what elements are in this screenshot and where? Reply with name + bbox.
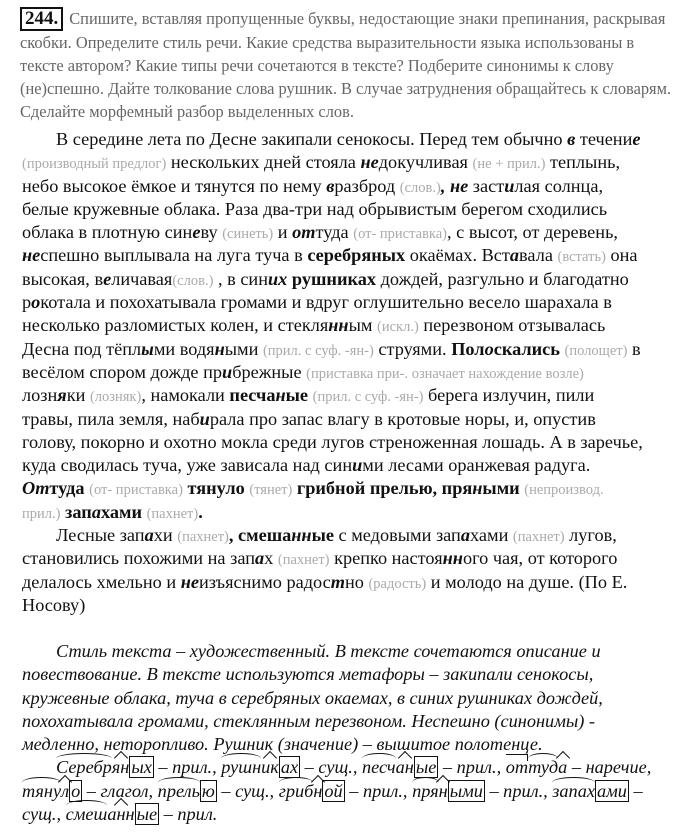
text-segment: В середине лета по Десне закипали сенокосы. Перед тем обычно (56, 129, 568, 149)
text-segment: медленно, неторопливо. Рушник (значение) – вышитое полотенце. (22, 734, 543, 755)
text-line (22, 571, 692, 594)
text-segment: спешно выплывала на луга туча в (40, 245, 308, 266)
inserted-letters: н (214, 338, 225, 359)
exercise-instructions (20, 7, 690, 123)
inserted-letters: не (180, 571, 199, 592)
text-segment: , в син (213, 268, 269, 289)
morpheme-suffix: ик (261, 757, 279, 778)
answer-line (22, 803, 692, 826)
text-line (22, 547, 692, 570)
exercise-text (22, 128, 692, 617)
text-segment: лозн (22, 385, 58, 406)
hint-note: (радость) (368, 575, 427, 592)
text-line (22, 314, 692, 337)
morpheme-ending: ю (201, 780, 215, 801)
text-line (22, 291, 692, 314)
inserted-letters: их (268, 268, 288, 289)
hint-note: (не + прил.) (472, 156, 546, 173)
text-segment: – прил. (159, 804, 218, 825)
text-segment: Десна под тёпл (22, 338, 142, 359)
answer-text (22, 640, 692, 826)
text-segment: , намокали (141, 385, 230, 406)
text-segment: р (22, 292, 32, 313)
inserted-letters: в (567, 129, 576, 149)
text-segment: перезвоном отзывалась (418, 315, 606, 336)
answer-line (22, 687, 692, 710)
text-segment: личавая (111, 268, 173, 289)
text-line (22, 128, 692, 151)
text-line (22, 151, 692, 174)
inserted-letters: а (460, 525, 470, 546)
inserted-letters: я (57, 385, 67, 406)
hint-note: (пахнет) (512, 529, 565, 546)
text-segment: Носову) (22, 594, 86, 615)
text-line (22, 268, 692, 291)
highlighted-word: хами (100, 501, 142, 522)
inserted-letters: и (199, 408, 210, 429)
inserted-letters: нн (291, 525, 312, 546)
text-segment: хами (469, 525, 513, 546)
highlighted-word: , смеша (228, 525, 292, 546)
hint-note: (искл.) (377, 319, 419, 336)
highlighted-word: туда (49, 478, 85, 499)
text-segment: – сущ., (216, 780, 279, 801)
inserted-letters: н (472, 478, 483, 499)
inserted-letters: не (22, 245, 41, 266)
text-segment: – прил., (344, 780, 413, 801)
hint-note: (тянет) (249, 482, 293, 499)
morpheme-suffix: а (558, 757, 568, 778)
instruction-text: Спишите, вставляя пропущенные буквы, недостающие знаки препинания, раскрывая (69, 9, 666, 28)
text-segment: брежные (232, 361, 307, 382)
hint-note: (пахнет) (277, 552, 330, 569)
answer-line (22, 710, 692, 733)
inserted-letters: е (103, 268, 112, 289)
inserted-letters: ы (141, 338, 154, 359)
text-line (22, 384, 692, 407)
highlighted-word: тянуло (187, 478, 245, 499)
text-line (22, 501, 692, 524)
text-segment: ым (348, 315, 378, 336)
text-segment: – глагол, (82, 780, 158, 801)
morpheme-root: песч (362, 757, 396, 778)
hint-note: (прил. с суф. -ян-) (262, 342, 374, 359)
answer-line (22, 663, 692, 686)
text-segment: вала (519, 245, 558, 266)
hint-note: (прил. с суф. -ян-) (312, 389, 424, 406)
text-segment: – наречие, (567, 757, 652, 778)
text-segment: ми лесами оранжевая радуга. (362, 455, 591, 476)
morpheme-root: тяну (22, 780, 62, 801)
text-segment: голову, покорно и охотно мокла среди лугов стреноженная лошадь. А в заречье, (22, 431, 643, 452)
hint-note: (от- приставка) (89, 482, 183, 499)
inserted-letters: от (292, 222, 316, 243)
inserted-letters: о (31, 292, 41, 313)
hint-note: (пахнет) (177, 529, 229, 546)
text-segment: куда сводилась туча, уже зависала над син (22, 455, 353, 476)
text-segment: ми водя (153, 338, 215, 359)
highlighted-word: ые (285, 385, 309, 406)
text-segment: – прил., (153, 757, 222, 778)
morpheme-suffix: ан (395, 757, 414, 778)
morpheme-suffix: н (438, 780, 448, 801)
hint-note: (от- приставка) (353, 226, 448, 243)
morpheme-suffix: н (313, 780, 323, 801)
text-segment: дождей, разгульно и благодатно (376, 268, 629, 289)
text-segment: – прил., (484, 780, 553, 801)
morpheme-prefix: от (505, 757, 529, 778)
text-segment: в (627, 338, 641, 359)
highlighted-word: серебряных (307, 245, 406, 266)
text-segment: она (605, 245, 638, 266)
text-segment: докучливая (378, 152, 473, 173)
inserted-letters: и (222, 361, 233, 382)
hint-note: (производный предлог) (22, 156, 167, 173)
text-segment: берега излучин, пили (423, 385, 595, 406)
morpheme-root: смеш (65, 804, 108, 825)
hint-note: прил.) (22, 505, 61, 522)
hint-note: (полощет) (564, 342, 628, 359)
text-segment: весёлом спором дожде пр (22, 361, 223, 382)
answer-line (22, 640, 692, 663)
inserted-letters: т (330, 571, 345, 592)
highlighted-word: зап (65, 501, 92, 522)
inserted-letters: , не (440, 175, 469, 196)
text-segment: крепко настоя (329, 548, 443, 569)
text-segment: течени (575, 129, 633, 149)
text-segment: но (344, 571, 369, 592)
morpheme-ending: ые (415, 757, 437, 778)
text-segment: ого чая, от которого (462, 548, 618, 569)
text-segment: повествование. В тексте используются метафоры – закипали сенокосы, (22, 664, 594, 685)
highlighted-word: . (198, 501, 203, 522)
morpheme-ending: ой (324, 780, 343, 801)
text-segment: струями. (373, 338, 452, 359)
text-segment: похохатывала громами, стеклянным перезвоном. Неспешно (синонимы) - (22, 710, 595, 731)
text-segment: хи (153, 525, 178, 546)
hint-note: (лозняк) (89, 389, 142, 406)
text-segment: облака в плотную син (22, 222, 193, 243)
text-segment: лая солнца, (514, 175, 604, 196)
hint-note: (встать) (557, 249, 606, 266)
text-segment: с медовыми зап (333, 525, 461, 546)
inserted-letters: нн (328, 315, 349, 336)
text-line (22, 408, 692, 431)
highlighted-word: скались (493, 338, 560, 359)
text-segment: ву (200, 222, 223, 243)
text-segment: травы, пила земля, наб (22, 408, 200, 429)
highlighted-word: Пол (451, 338, 485, 359)
text-segment: котала и похохатывала громами и вдруг оглушительно весело шарахала в (40, 292, 612, 313)
text-segment: и (273, 222, 293, 243)
text-segment: изъяснимо радос (198, 571, 331, 592)
morpheme-suffix: л (61, 780, 70, 801)
text-segment: разброд (334, 175, 400, 196)
morpheme-root: Серебр (56, 757, 112, 778)
text-line (22, 524, 692, 547)
text-segment: и молодо на душе. (По Е. (426, 571, 628, 592)
morpheme-suffix: ян (111, 757, 130, 778)
hint-note: (слов.) (172, 272, 214, 289)
text-segment: лугов, (564, 525, 617, 546)
text-segment: нескольких дней стояла (166, 152, 361, 173)
text-segment: , с высот, от деревень, (447, 222, 618, 243)
answer-line (22, 756, 692, 779)
text-segment: окаёмах. Вст (405, 245, 510, 266)
text-segment: высокая, в (22, 268, 104, 289)
inserted-letters: и (504, 175, 515, 196)
highlighted-word: ыми (482, 478, 520, 499)
text-segment: – прил., (438, 757, 506, 778)
text-segment: туда (315, 222, 354, 243)
hint-note: (пахнет) (146, 505, 199, 522)
text-segment: – сущ., (300, 757, 363, 778)
text-segment: сущ., (22, 804, 66, 825)
text-segment: рала про запас влагу в кротовые норы, и, опустив (209, 408, 596, 429)
text-line (22, 198, 692, 221)
text-segment: теплынь, (545, 152, 621, 173)
text-line (22, 244, 692, 267)
text-line (22, 454, 692, 477)
morpheme-root: рушн (221, 757, 262, 778)
highlighted-word: ые (311, 525, 334, 546)
text-line (22, 361, 692, 384)
inserted-letters: не (360, 152, 379, 173)
instruction-line: тексте автором? Какие типы речи сочетаются в тексте? Подберите синонимы к слову (20, 56, 614, 75)
morpheme-ending: ых (131, 757, 152, 778)
inserted-letters: а (255, 548, 265, 569)
inserted-letters: нн (442, 548, 463, 569)
highlighted-word: рушниках (291, 268, 377, 289)
highlighted-word: песча (229, 385, 276, 406)
inserted-letters: а (509, 245, 520, 266)
inserted-letters: и (352, 455, 363, 476)
text-segment: ыми (224, 338, 263, 359)
text-segment: ки (66, 385, 90, 406)
hint-note: (синеть) (222, 226, 274, 243)
instruction-line (20, 7, 690, 31)
text-line (22, 477, 692, 500)
instruction-line: Сделайте морфемный разбор выделенных слов. (20, 102, 354, 121)
morpheme-ending: ые (136, 804, 158, 825)
hint-note: (слов.) (399, 179, 441, 196)
morpheme-ending: ыми (449, 780, 483, 801)
inserted-letters: е (192, 222, 201, 243)
instruction-line: (не)спешно. Дайте толкование слова рушник. В случае затруднения обращайтесь к словарям. (20, 79, 672, 98)
inserted-letters: а (91, 501, 101, 522)
text-line (22, 594, 692, 617)
text-segment: белые кружевные облака. Раза два-три над обрывистым берегом сходились (22, 198, 608, 219)
morpheme-ending: о (71, 780, 81, 801)
text-segment: заст (468, 175, 505, 196)
highlighted-word: грибной прелью, пря (296, 478, 473, 499)
text-segment: Лесные зап (56, 525, 145, 546)
morpheme-root: прель (157, 780, 200, 801)
text-segment: кружевные облака, туча в серебряных окаемах, в синих рушниках дождей, (22, 687, 603, 708)
instruction-line: скобки. Определите стиль речи. Какие средства выразительности языка использованы в (20, 33, 635, 52)
text-line (22, 338, 692, 361)
morpheme-root: гриб (278, 780, 314, 801)
text-line (22, 221, 692, 244)
text-segment: х (264, 548, 278, 569)
inserted-letters: е (632, 129, 641, 149)
text-segment: делалось хмельно и (22, 571, 181, 592)
morpheme-root: пря (412, 780, 439, 801)
inserted-letters: От (22, 478, 50, 499)
text-line (22, 175, 692, 198)
morpheme-root: запах (552, 780, 595, 801)
morpheme-root: туд (528, 757, 559, 778)
text-segment: – (628, 780, 643, 801)
inserted-letters: н (275, 385, 286, 406)
text-segment: становились похожими на зап (22, 548, 255, 569)
exercise-number: 244. (20, 7, 63, 31)
morpheme-suffix: анн (107, 804, 135, 825)
text-segment: несколько разломистых колен, и стекля (22, 315, 329, 336)
text-segment: Стиль текста – художественный. В тексте сочетаются описание и (56, 641, 601, 661)
text-line (22, 431, 692, 454)
morpheme-ending: ами (596, 780, 627, 801)
text-segment: небо высокое ёмкое и тянутся по нему (22, 175, 327, 196)
hint-note: (непроизвод. (524, 482, 604, 499)
hint-note: (приставка при-. означает нахождение возле) (306, 365, 584, 382)
inserted-letters: а (144, 525, 154, 546)
inserted-letters: в (326, 175, 335, 196)
inserted-letters: о (484, 338, 494, 359)
morpheme-ending: ах (280, 757, 299, 778)
